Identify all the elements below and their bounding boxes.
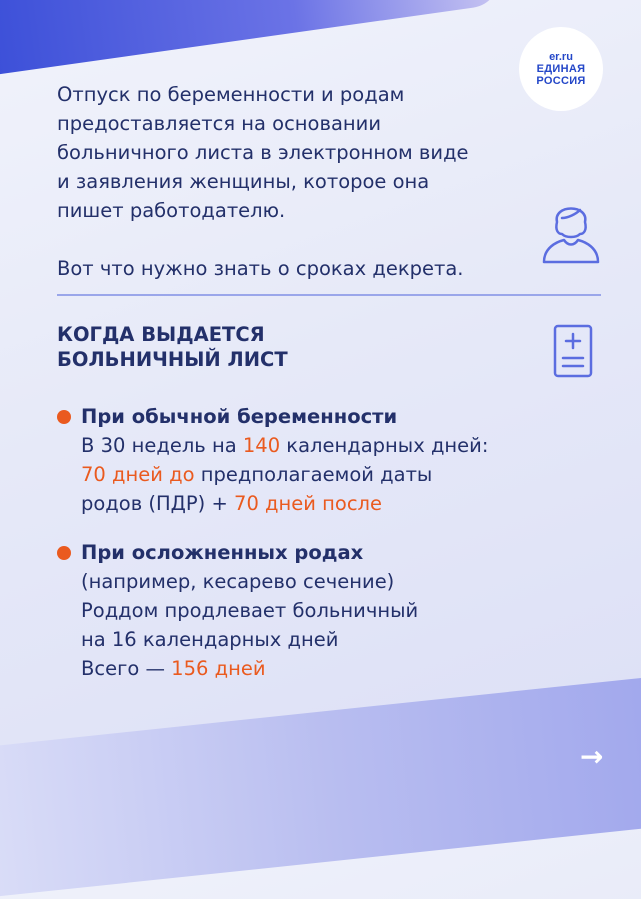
- item-title: При осложненных родах: [81, 541, 364, 564]
- intro-line: пишет работодателю.: [57, 199, 286, 222]
- bullet-dot: [57, 546, 71, 560]
- intro-line: Отпуск по беременности и родам: [57, 83, 405, 106]
- intro-line: предоставляется на основании: [57, 112, 382, 135]
- logo-name-line1: ЕДИНАЯ: [536, 63, 586, 75]
- item-title: При обычной беременности: [81, 405, 398, 428]
- item-line: В 30 недель на 140 календарных дней:: [81, 434, 489, 457]
- intro-line: и заявления женщины, которое она: [57, 170, 430, 193]
- item-line: 70 дней до предполагаемой даты: [81, 463, 433, 486]
- intro-text: [57, 80, 527, 283]
- intro-line: больничного листа в электронном виде: [57, 141, 469, 164]
- er-logo: [519, 27, 603, 111]
- item-complicated-birth: [57, 538, 577, 683]
- intro-note: Вот что нужно знать о сроках декрета.: [57, 257, 464, 280]
- bullet-dot: [57, 410, 71, 424]
- section-title-line1: КОГДА ВЫДАЕТСЯ: [57, 323, 265, 346]
- woman-icon: [540, 196, 602, 264]
- item-line: Всего — 156 дней: [81, 657, 266, 680]
- bottom-decor-wave: [0, 671, 641, 899]
- item-line: на 16 календарных дней: [81, 628, 339, 651]
- top-decor-stripe: [0, 0, 503, 76]
- item-line: родов (ПДР) + 70 дней после: [81, 492, 383, 515]
- item-line: Роддом продлевает больничный: [81, 599, 419, 622]
- item-line: (например, кесарево сечение): [81, 570, 395, 593]
- section-divider: [57, 294, 601, 296]
- section-title-line2: БОЛЬНИЧНЫЙ ЛИСТ: [57, 348, 288, 371]
- item-normal-pregnancy: [57, 402, 577, 518]
- medical-document-icon: [553, 324, 593, 378]
- section-title: [57, 322, 357, 372]
- logo-domain: er.ru: [549, 51, 573, 63]
- logo-name-line2: РОССИЯ: [536, 75, 586, 87]
- next-arrow-icon[interactable]: →: [580, 740, 604, 773]
